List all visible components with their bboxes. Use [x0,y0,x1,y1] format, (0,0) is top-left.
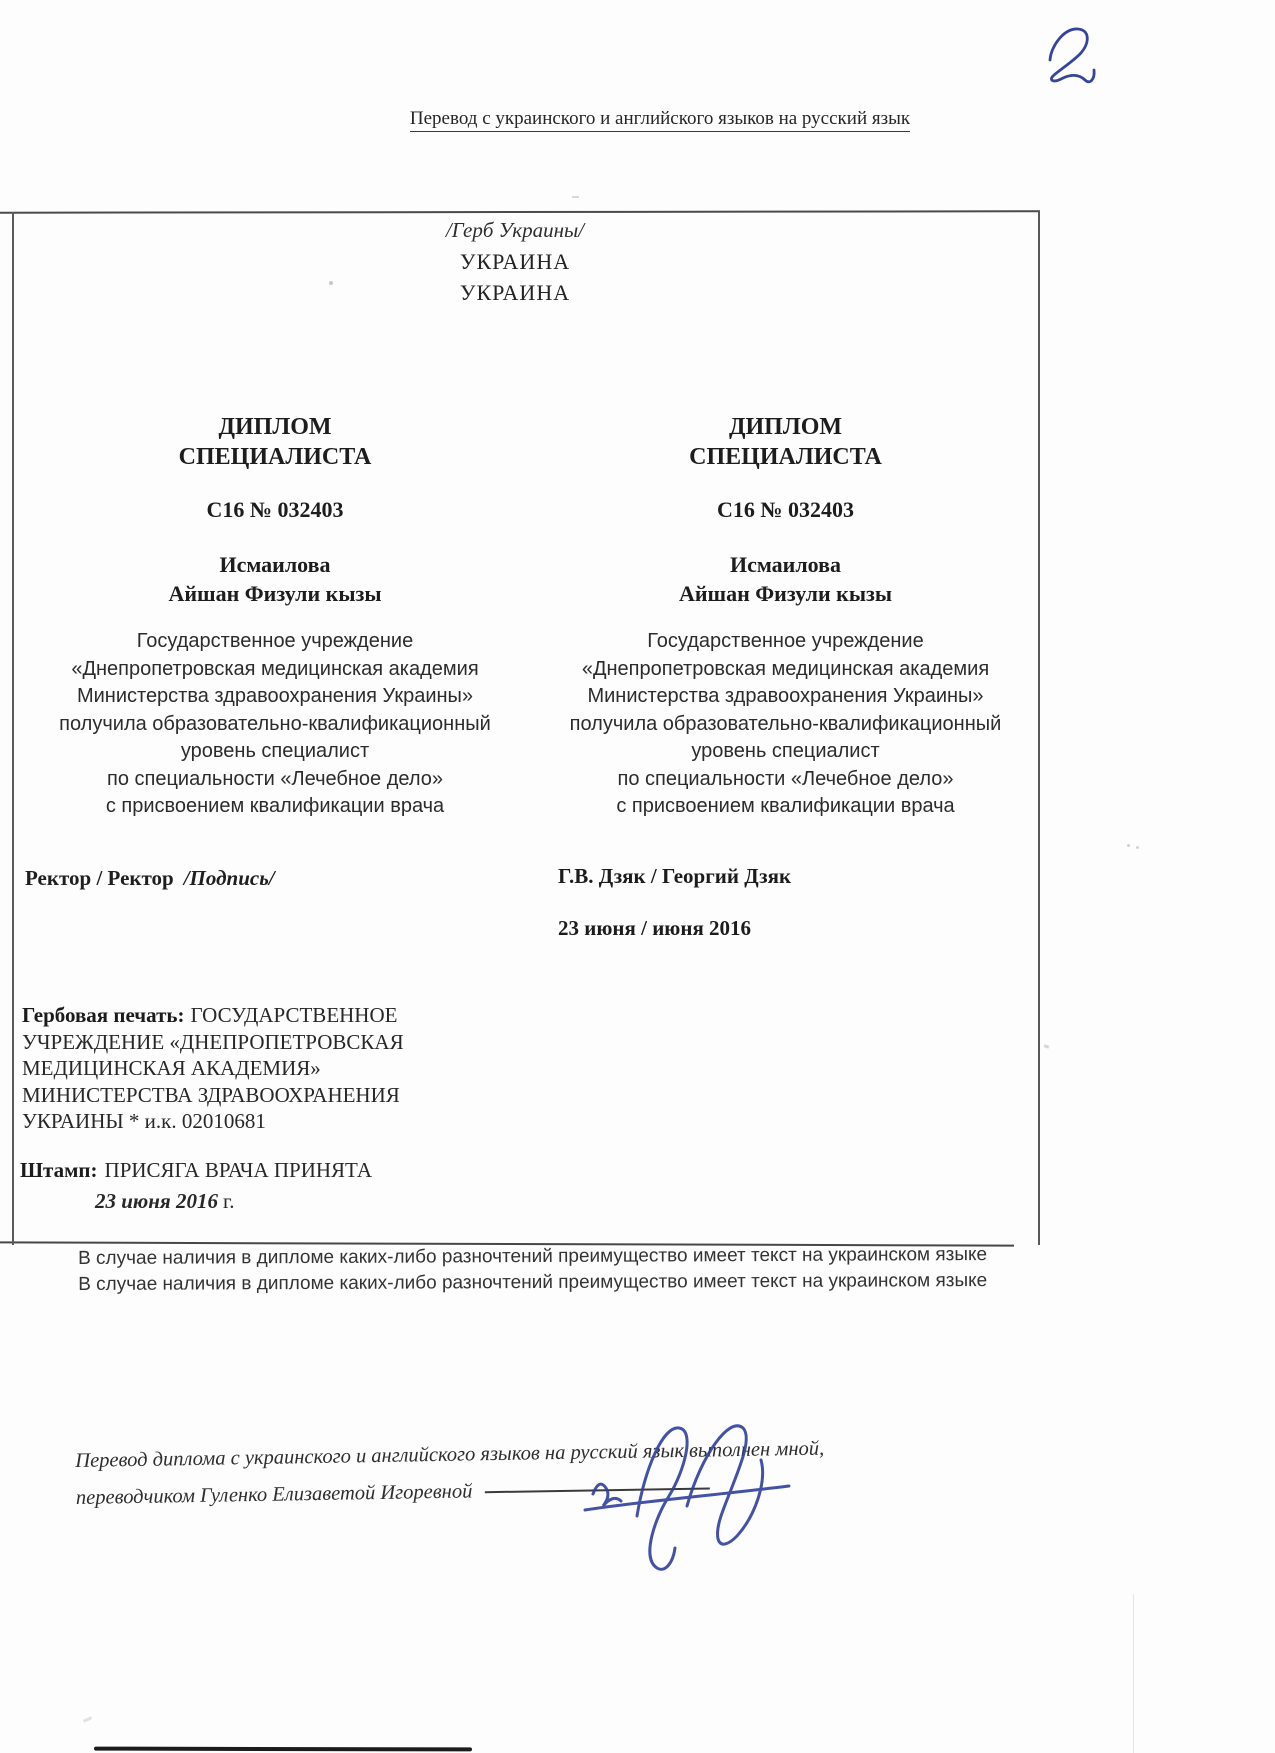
body-line: Государственное учреждение [647,630,924,652]
left-diploma-title [40,412,510,472]
translation-header [0,108,1275,130]
scan-speck [1044,1044,1050,1049]
body-line: уровень специалист [180,740,370,762]
body-line: с присвоением квалификации врача [105,795,445,817]
right-diploma-title-line2: СПЕЦИАЛИСТА [689,444,882,470]
translation-header-text: Перевод с украинского и английского языков на русский язык [410,108,910,132]
left-diploma-title-line1: ДИПЛОМ [218,414,332,440]
right-holder-name [548,550,1023,608]
scan-speck [1127,844,1130,847]
body-line: Государственное учреждение [136,630,414,652]
signature-placeholder-note: /Подпись/ [183,866,275,890]
left-holder-name [40,550,510,608]
rector-signature-line [25,866,275,891]
seal-description [22,1002,482,1135]
scan-speck [83,1716,92,1723]
body-line: Министерства здравоохранения Украины» [587,685,984,707]
right-diploma-title [548,412,1023,472]
scan-speck [1136,846,1139,849]
left-holder-given-name: Айшан Физули кызы [168,581,382,606]
disclaimer-line-2: В случае наличия в дипломе каких-либо разночтений преимущество имеет текст на украинском языке [78,1270,988,1295]
body-line: уровень специалист [691,740,880,762]
right-holder-surname: Исмаилова [729,552,842,577]
left-holder-surname: Исмаилова [219,552,331,577]
frame-top-border [0,210,1040,213]
stamp-date-suffix: г. [223,1189,235,1213]
rector-label: Ректор / Ректор [25,866,174,890]
country-name-line1: УКРАИНА [459,249,571,274]
country-name-line2: УКРАИНА [459,280,571,305]
seal-label: Гербовая печать: [22,1003,185,1027]
diploma-date-line: 23 июня / июня 2016 [558,916,752,940]
stamp-description [20,1158,372,1183]
body-line: «Днепропетровская медицинская академия [71,657,479,680]
scan-speck [572,196,579,198]
translator-name-text: переводчиком Гуленко Елизаветой Игоревной [75,1480,473,1509]
body-line: получила образовательно-квалификационный [569,712,1002,735]
body-line: Министерства здравоохранения Украины» [76,685,474,707]
right-diploma-title-line1: ДИПЛОМ [728,414,843,440]
stamp-date: 23 июня 2016 [95,1189,218,1213]
right-holder-given-name: Айшан Физули кызы [678,581,893,606]
seal-line-3: МЕДИЦИНСКАЯ АКАДЕМИЯ» [22,1056,321,1080]
stamp-label: Штамп: [20,1158,98,1182]
scan-artifact-right-line [1133,1594,1134,1753]
seal-line-2: УЧРЕЖДЕНИЕ «ДНЕПРОПЕТРОВСКАЯ [22,1029,404,1054]
seal-line-4: МИНИСТЕРСТВА ЗДРАВООХРАНЕНИЯ [22,1082,400,1107]
right-serial-number: С16 № 032403 [717,497,854,522]
emblem-block [215,215,815,308]
body-line: по специальности «Лечебное дело» [107,767,443,790]
translator-signature-icon [545,1398,825,1588]
seal-line-1-rest: ГОСУДАРСТВЕННОЕ [190,1003,398,1027]
stamp-date-line [95,1189,235,1214]
right-body-text [548,628,1023,821]
body-line: получила образовательно-квалификационный [59,712,491,735]
disclaimer-block [78,1242,1038,1298]
body-line: с присвоением квалификации врача [616,795,955,817]
stamp-text: ПРИСЯГА ВРАЧА ПРИНЯТА [104,1158,372,1182]
seal-line-5: УКРАИНЫ * и.к. 02010681 [22,1109,266,1133]
disclaimer-line-1: В случае наличия в дипломе каких-либо разночтений преимущество имеет текст на украинском языке [78,1244,988,1269]
frame-left-border [12,212,14,1245]
left-body-text [40,628,510,821]
left-diploma-title-line2: СПЕЦИАЛИСТА [178,444,372,470]
handwritten-page-number-icon [1038,16,1108,88]
emblem-note: /Герб Украины/ [445,218,585,242]
rector-name-line: Г.В. Дзяк / Георгий Дзяк [558,864,792,888]
left-serial-number: С16 № 032403 [206,497,344,522]
translator-note-line-1: Перевод диплома с украинского и английского языков на русский язык выполнен мной, [75,1437,825,1472]
seal-line-1 [22,1002,482,1029]
frame-right-border [1038,211,1040,1245]
body-line: «Днепропетровская медицинская академия [581,657,990,680]
scan-artifact-bottom-bar [94,1747,472,1752]
body-line: по специальности «Лечебное дело» [617,767,954,790]
